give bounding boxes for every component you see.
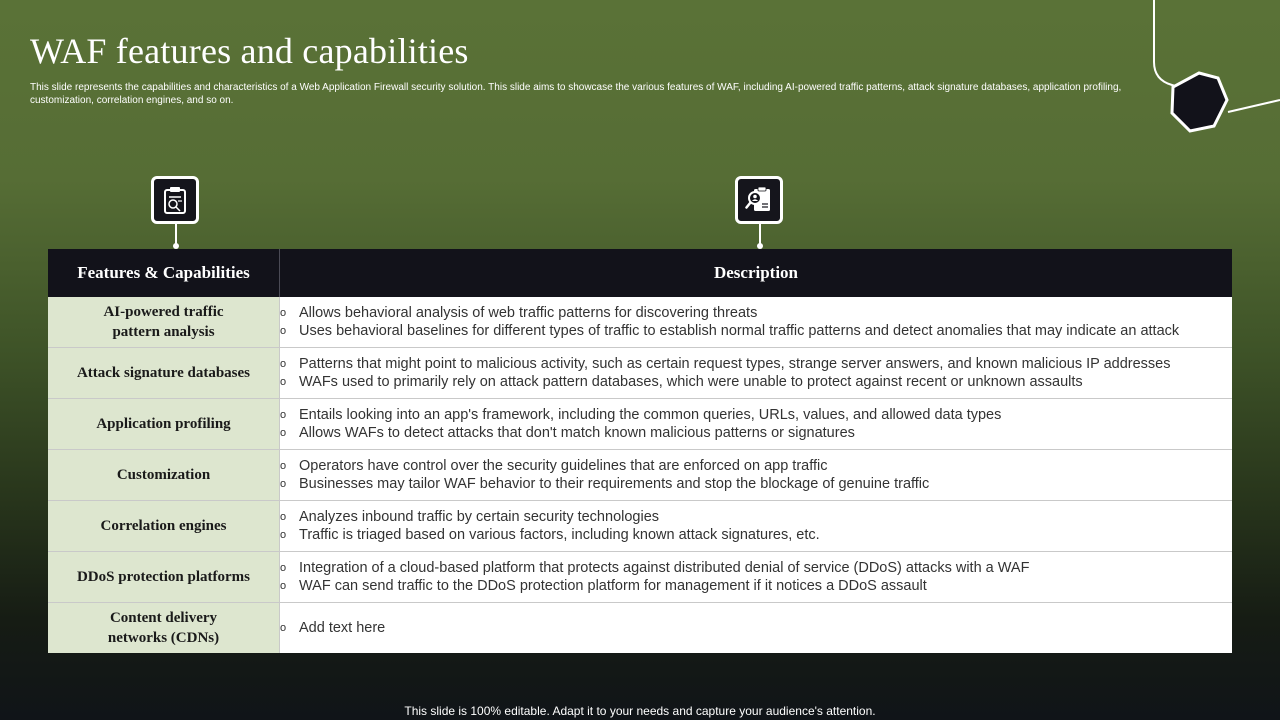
- description-cell: [280, 501, 1233, 552]
- table-header-row: [48, 249, 1232, 297]
- feature-label: Attack signature databases: [76, 365, 251, 381]
- description-cell: [280, 603, 1233, 654]
- feature-label: Content delivery networks (CDNs): [107, 610, 220, 646]
- description-cell: [280, 552, 1233, 603]
- feature-label: Customization: [116, 467, 211, 483]
- feature-label: Application profiling: [96, 416, 231, 432]
- connector-line: [759, 224, 761, 244]
- description-point: o Uses behavioral baselines for different types of traffic to establish normal traffic patterns and detect anomalies that may indicate an attack: [280, 322, 1232, 340]
- feature-cell: [48, 501, 280, 552]
- page-subtitle: This slide represents the capabilities and characteristics of a Web Application Firewall security solution. This slide aims to showcase the various features of WAF, including AI-powered traffic patterns, attack signature databases, application profiling, customization, correlation engines, and so on.: [30, 82, 1122, 106]
- feature-label: Correlation engines: [100, 518, 227, 534]
- feature-cell: [48, 297, 280, 348]
- description-point: o Allows WAFs to detect attacks that don't match known malicious patterns or signatures: [280, 424, 1232, 442]
- table-row: [48, 603, 1232, 654]
- connector-line: [175, 224, 177, 244]
- column-header-features: Features & Capabilities: [48, 249, 280, 297]
- feature-label: DDoS protection platforms: [76, 569, 251, 585]
- feature-label: AI-powered traffic pattern analysis: [103, 304, 224, 340]
- feature-cell: [48, 348, 280, 399]
- description-point: o Operators have control over the security guidelines that are enforced on app traffic: [280, 457, 1232, 475]
- profile-search-icon: [735, 176, 783, 224]
- table-row: [48, 501, 1232, 552]
- description-cell: [280, 348, 1233, 399]
- table-row: [48, 348, 1232, 399]
- table-row: [48, 552, 1232, 603]
- feature-cell: [48, 450, 280, 501]
- description-point: o Integration of a cloud-based platform that protects against distributed denial of service (DDoS) attacks with a WAF: [280, 559, 1232, 577]
- description-point: o Allows behavioral analysis of web traffic patterns for discovering threats: [280, 304, 1232, 322]
- description-point: o Add text here: [280, 619, 1232, 637]
- description-cell: [280, 399, 1233, 450]
- column-header-description: Description: [280, 249, 1233, 297]
- clipboard-analysis-icon: [151, 176, 199, 224]
- feature-cell: [48, 399, 280, 450]
- table-row: [48, 399, 1232, 450]
- description-point: o WAFs used to primarily rely on attack pattern databases, which were unable to protect against recent or unknown assaults: [280, 373, 1232, 391]
- table-row: [48, 297, 1232, 348]
- description-point: o Entails looking into an app's framework, including the common queries, URLs, values, and allowed data types: [280, 406, 1232, 424]
- footer-note: This slide is 100% editable. Adapt it to your needs and capture your audience's attention.: [404, 704, 876, 718]
- description-cell: [280, 450, 1233, 501]
- feature-cell: [48, 552, 280, 603]
- page-title: WAF features and capabilities: [30, 31, 469, 71]
- description-point: o Traffic is triaged based on various factors, including known attack signatures, etc.: [280, 526, 1232, 544]
- feature-cell: [48, 603, 280, 654]
- table-row: [48, 450, 1232, 501]
- description-point: o Businesses may tailor WAF behavior to their requirements and stop the blockage of genuine traffic: [280, 475, 1232, 493]
- hexagon-decoration-icon: [1140, 0, 1280, 150]
- description-point: o Analyzes inbound traffic by certain security technologies: [280, 508, 1232, 526]
- description-cell: [280, 297, 1233, 348]
- description-point: o WAF can send traffic to the DDoS protection platform for management if it notices a DDoS assault: [280, 577, 1232, 595]
- description-point: o Patterns that might point to malicious activity, such as certain request types, strange server answers, and known malicious IP addresses: [280, 355, 1232, 373]
- features-table: [48, 249, 1232, 653]
